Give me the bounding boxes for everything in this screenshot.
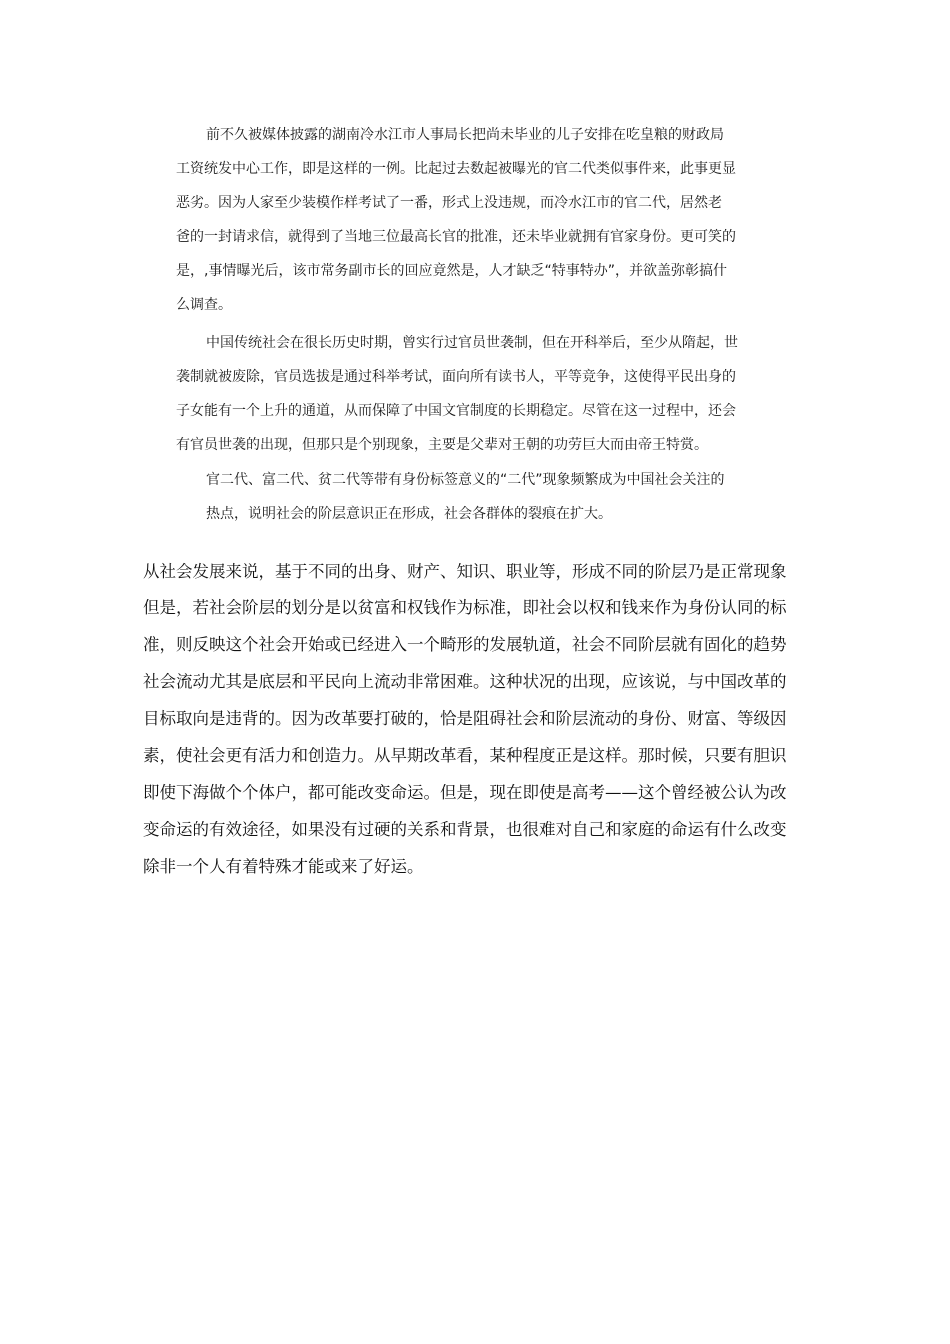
text-line: 但是，若社会阶层的划分是以贫富和权钱作为标准，即社会以权和钱来作为身份认同的标	[143, 598, 787, 617]
text-line: 素，使社会更有活力和创造力。从早期改革看，某种程度正是这样。那时候，只要有胆识	[143, 746, 787, 765]
text-line: 热点，说明社会的阶层意识正在形成，社会各群体的裂痕在扩大。	[206, 506, 612, 522]
text-line: 官二代、富二代、贫二代等带有身份标签意义的“二代”现象频繁成为中国社会关注的	[206, 472, 725, 488]
text-line: 爸的一封请求信，就得到了当地三位最高长官的批准，还未毕业就拥有官家身份。更可笑的	[176, 229, 736, 245]
text-line: 恶劣。因为人家至少装模作样考试了一番，形式上没违规，而冷水江市的官二代，居然老	[176, 195, 722, 211]
text-line: 变命运的有效途径，如果没有过硬的关系和背景，也很难对自己和家庭的命运有什么改变	[143, 820, 787, 839]
text-line: 中国传统社会在很长历史时期，曾实行过官员世袭制，但在开科举后，至少从隋起，世	[206, 335, 738, 351]
text-line: 前不久被媒体披露的湖南冷水江市人事局长把尚未毕业的儿子安排在吃皇粮的财政局	[206, 127, 724, 143]
text-line: 是，,事情曝光后，该市常务副市长的回应竟然是，人才缺乏“特事特办”，并欲盖弥彰搞什	[176, 263, 727, 279]
text-line: 袭制就被废除，官员选拔是通过科举考试，面向所有读书人，平等竞争，这使得平民出身的	[176, 369, 736, 385]
text-line: 有官员世袭的出现，但那只是个别现象，主要是父辈对王朝的功劳巨大而由帝王特赏。	[176, 437, 708, 453]
text-line: 除非一个人有着特殊才能或来了好运。	[143, 857, 424, 876]
text-line: 即使下海做个个体户，都可能改变命运。但是，现在即使是高考——这个曾经被公认为改	[143, 783, 787, 802]
text-line: 准，则反映这个社会开始或已经进入一个畸形的发展轨道，社会不同阶层就有固化的趋势	[143, 635, 787, 654]
text-line: 目标取向是违背的。因为改革要打破的，恰是阻碍社会和阶层流动的身份、财富、等级因	[143, 709, 787, 728]
text-line: 么调查。	[176, 297, 232, 313]
text-line: 从社会发展来说，基于不同的出身、财产、知识、职业等，形成不同的阶层乃是正常现象	[143, 562, 787, 581]
text-line: 社会流动尤其是底层和平民向上流动非常困难。这种状况的出现，应该说，与中国改革的	[143, 672, 787, 691]
text-line: 子女能有一个上升的通道，从而保障了中国文官制度的长期稳定。尽管在这一过程中，还会	[176, 403, 736, 419]
text-line: 工资统发中心工作，即是这样的一例。比起过去数起被曝光的官二代类似事件来，此事更显	[176, 161, 736, 177]
